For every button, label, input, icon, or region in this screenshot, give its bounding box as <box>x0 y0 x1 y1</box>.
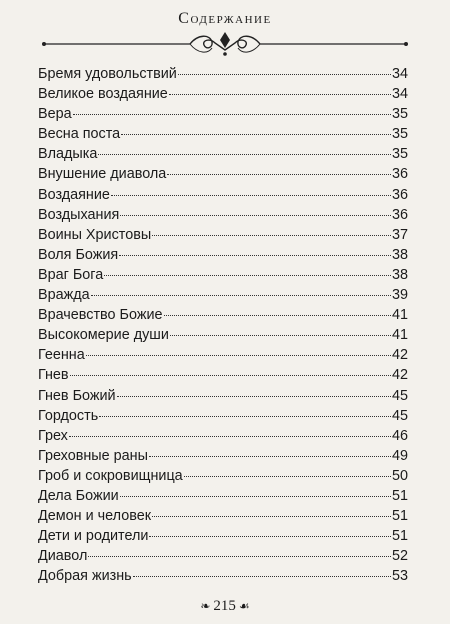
toc-entry-page: 49 <box>391 447 408 464</box>
toc-entry-page: 34 <box>391 66 408 82</box>
toc-entry <box>38 104 408 124</box>
toc-entry-title: Воины Христовы <box>38 226 152 243</box>
table-of-contents <box>38 64 408 586</box>
toc-entry-page: 50 <box>391 467 408 484</box>
toc-entry-page: 46 <box>391 427 408 444</box>
dot-leader <box>70 374 391 376</box>
dot-leader <box>120 495 391 497</box>
toc-entry <box>38 506 408 526</box>
toc-entry <box>38 406 408 426</box>
toc-entry <box>38 265 408 285</box>
toc-entry-title: Гнев Божий <box>38 387 116 404</box>
toc-entry-title: Воздаяние <box>38 186 110 203</box>
toc-entry-title: Греховные раны <box>38 447 148 464</box>
toc-entry-title: Воля Божия <box>38 246 119 263</box>
toc-entry-title: Гордость <box>38 407 99 424</box>
page-title: Содержание <box>178 10 272 27</box>
left-ornament-icon: ❧ <box>200 599 211 613</box>
toc-entry-title: Вера <box>38 106 72 123</box>
toc-entry-title: Воздыхания <box>38 206 120 223</box>
toc-entry <box>38 84 408 104</box>
toc-entry-page: 38 <box>391 246 408 263</box>
toc-entry-page: 41 <box>391 327 408 344</box>
toc-entry-title: Внушение диавола <box>38 166 167 183</box>
toc-entry-title: Владыка <box>38 146 98 163</box>
toc-entry <box>38 205 408 225</box>
toc-entry-title: Грех <box>38 427 68 444</box>
dot-leader <box>99 415 391 417</box>
dot-leader <box>91 294 391 296</box>
dot-leader <box>178 73 391 75</box>
dot-leader <box>152 234 391 236</box>
toc-entry-page: 36 <box>391 186 408 203</box>
toc-entry-page: 39 <box>391 287 408 304</box>
toc-entry-page: 45 <box>391 407 408 424</box>
toc-entry-page: 36 <box>391 206 408 223</box>
toc-entry-title: Врачевство Божие <box>38 307 163 324</box>
dot-leader <box>164 314 391 316</box>
dot-leader <box>184 475 391 477</box>
toc-entry-page: 42 <box>391 367 408 384</box>
toc-entry-title: Враг Бога <box>38 266 104 283</box>
toc-entry <box>38 185 408 205</box>
toc-entry-title: Гнев <box>38 367 69 384</box>
toc-entry-title: Демон и человек <box>38 508 151 525</box>
dot-leader <box>170 334 391 336</box>
toc-entry <box>38 225 408 245</box>
toc-entry-page: 37 <box>391 226 408 243</box>
dot-leader <box>69 435 391 437</box>
toc-entry-page: 42 <box>391 347 408 364</box>
dot-leader <box>111 194 391 196</box>
right-ornament-icon: ☙ <box>238 599 250 613</box>
toc-entry-title: Добрая жизнь <box>38 568 132 585</box>
toc-entry <box>38 64 408 84</box>
toc-entry-page: 41 <box>391 307 408 324</box>
toc-entry-page: 35 <box>391 146 408 163</box>
toc-entry <box>38 285 408 305</box>
dot-leader <box>120 214 391 216</box>
toc-entry-page: 51 <box>391 508 408 525</box>
toc-entry <box>38 245 408 265</box>
dot-leader <box>152 515 391 517</box>
toc-entry-title: Бремя удовольствий <box>38 66 177 82</box>
dot-leader <box>149 535 391 537</box>
dot-leader <box>133 575 391 577</box>
toc-entry-title: Дети и родители <box>38 528 149 545</box>
toc-entry <box>38 305 408 325</box>
toc-entry-page: 35 <box>391 106 408 123</box>
toc-entry-page: 53 <box>391 568 408 585</box>
toc-entry-title: Диавол <box>38 548 88 565</box>
dot-leader <box>73 113 391 115</box>
toc-entry-title: Весна поста <box>38 126 121 143</box>
toc-entry <box>38 466 408 486</box>
toc-entry-title: Великое воздаяние <box>38 86 168 103</box>
toc-entry-page: 45 <box>391 387 408 404</box>
toc-entry <box>38 144 408 164</box>
toc-entry <box>38 426 408 446</box>
toc-entry <box>38 386 408 406</box>
dot-leader <box>117 395 391 397</box>
toc-entry-page: 36 <box>391 166 408 183</box>
dot-leader <box>119 254 391 256</box>
toc-entry-title: Высокомерие души <box>38 327 169 344</box>
dot-leader <box>104 274 391 276</box>
toc-entry-title: Дела Божии <box>38 487 119 504</box>
toc-entry <box>38 546 408 566</box>
toc-entry-page: 51 <box>391 487 408 504</box>
toc-entry <box>38 164 408 184</box>
dot-leader <box>121 133 391 135</box>
toc-entry-page: 38 <box>391 266 408 283</box>
toc-entry <box>38 526 408 546</box>
toc-entry-page: 51 <box>391 528 408 545</box>
dot-leader <box>149 455 391 457</box>
toc-entry <box>38 446 408 466</box>
dot-leader <box>169 93 391 95</box>
toc-entry-page: 34 <box>391 86 408 103</box>
toc-entry-title: Геенна <box>38 347 85 364</box>
page-number: 215 <box>213 598 236 614</box>
toc-entry <box>38 365 408 385</box>
toc-entry-page: 35 <box>391 126 408 143</box>
ornament-divider <box>40 30 410 58</box>
dot-leader <box>98 153 391 155</box>
toc-entry-page: 52 <box>391 548 408 565</box>
toc-entry <box>38 325 408 345</box>
toc-entry <box>38 345 408 365</box>
toc-entry-title: Вражда <box>38 287 90 304</box>
dot-leader <box>167 173 391 175</box>
toc-entry <box>38 124 408 144</box>
toc-entry <box>38 566 408 586</box>
toc-entry <box>38 486 408 506</box>
dot-leader <box>88 555 391 557</box>
page-footer <box>0 598 450 615</box>
toc-entry-title: Гроб и сокровищница <box>38 467 183 484</box>
dot-leader <box>86 354 391 356</box>
